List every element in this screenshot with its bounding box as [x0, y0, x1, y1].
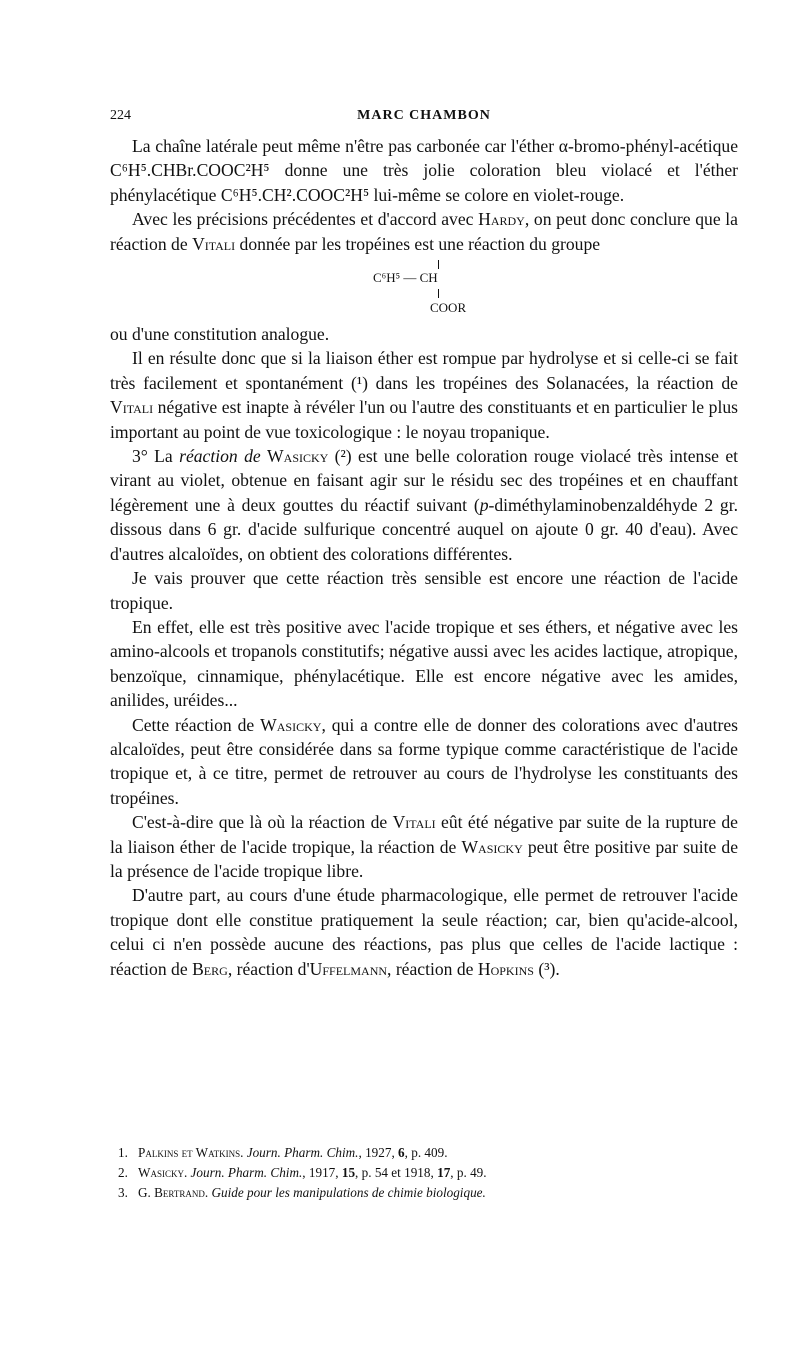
paragraph: Cette réaction de Wasicky, qui a contre elle de donner des colorations avec d'autres alcaloïdes, peut être considérée dans sa forme typique comme caractéristique de l'acide tropique et, à ce titre, permet de retrouver au cours de l'hydrolyse les constituants des tropéines.: [110, 714, 738, 808]
paragraph: Il en résulte donc que si la liaison éther est rompue par hydrolyse et si celle-ci se fait très facilement et spontanément (¹) dans les tropéines des Solanacées, la réaction de Vitali négative est inapte à révéler l'un ou l'autre des constituants et en particulier le plus important au point de vue toxicologique : le noyau tropanique.: [110, 348, 738, 442]
author-name: Hopkins: [477, 958, 534, 979]
author-name: Wasicky: [260, 714, 322, 735]
formula-group: COOR: [430, 300, 467, 316]
footnote: 1. Palkins et Watkins. Journ. Pharm. Chim., 1927, 6, p. 409.: [118, 1145, 448, 1160]
author-name: Uffelmann: [309, 958, 388, 979]
page-header: [110, 108, 738, 134]
chemical-formula: [110, 256, 738, 322]
formula-main: C⁶H⁵ — CH: [373, 270, 438, 286]
paragraph: Avec les précisions précédentes et d'accord avec Hardy, on peut donc conclure que la réaction de Vitali donnée par les tropéines est une réaction du groupe: [110, 209, 738, 254]
bond-line: [438, 260, 439, 269]
author-name: Berg: [192, 958, 228, 979]
author-name: Vitali: [110, 397, 154, 418]
paragraph: La chaîne latérale peut même n'être pas carbonée car l'éther α-bromo-phényl-acétique C⁶H⁵.CHBr.COOC²H⁵ donne une très jolie coloration bleu violacé et l'éther phénylacétique C⁶H⁵.CH².COOC²H⁵ lui-même se colore en violet-rouge.: [110, 136, 738, 205]
footnote: 3. G. Bertrand. Guide pour les manipulations de chimie biologique.: [118, 1185, 486, 1200]
author-name: Wasicky: [267, 446, 329, 467]
bond-line: [438, 289, 439, 298]
footnotes: [118, 1143, 738, 1203]
author-name: Hardy: [478, 209, 525, 230]
paragraph: Je vais prouver que cette réaction très sensible est encore une réaction de l'acide tropique.: [110, 568, 738, 613]
paragraph: 3° La réaction de Wasicky (²) est une belle coloration rouge violacé très intense et virant au violet, obtenue en faisant agir sur le résidu sec des tropéines et en chauffant légèrement une à deux gouttes du réactif suivant (p-diméthylaminobenzaldéhyde 2 gr. dissous dans 6 gr. d'acide sulfurique concentré auquel on ajoute 0 gr. 40 d'eau). Avec d'autres alcaloïdes, on obtient des colorations différentes.: [110, 446, 739, 564]
paragraph: ou d'une constitution analogue.: [110, 324, 330, 345]
page-body: [110, 108, 738, 981]
paragraph: En effet, elle est très positive avec l'acide tropique et ses éthers, et négative avec les amino-alcools et tropanols constitutifs; négative aussi avec les acides lactique, atropique, benzoïque, cinnamique, phénylacétique. Elle est encore négative avec les amides, anilides, uréides...: [110, 616, 738, 711]
footnote: 2. Wasicky. Journ. Pharm. Chim., 1917, 15, p. 54 et 1918, 17, p. 49.: [118, 1165, 487, 1180]
author-name: Wasicky: [461, 836, 523, 857]
page-number: 224: [110, 108, 131, 123]
author-name: Vitali: [192, 233, 236, 254]
paragraph: C'est-à-dire que là où la réaction de Vitali eût été négative par suite de la rupture de la liaison éther de l'acide tropique, la réaction de Wasicky peut être positive par suite de la présence de l'acide tropique libre.: [110, 812, 739, 881]
running-head: MARC CHAMBON: [357, 108, 491, 123]
author-name: Vitali: [392, 812, 436, 833]
paragraph: D'autre part, au cours d'une étude pharmacologique, elle permet de retrouver l'acide tropique dont elle constitue pratiquement la seule réaction; car, bien qu'acide-alcool, celui ci n'en possède aucune des réactions, pas plus que celles de l'acide lactique : réaction de Berg, réaction d'Uffelmann, réaction de Hopkins (³).: [110, 885, 738, 979]
